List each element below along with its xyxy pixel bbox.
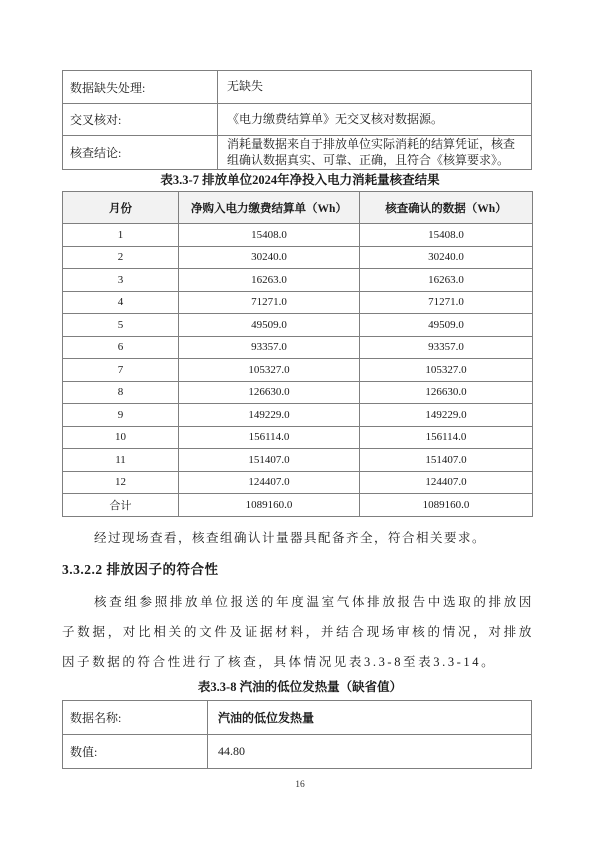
table-cell: 126630.0 [360, 381, 533, 404]
table-cell: 124407.0 [360, 471, 533, 494]
table-cell: 30240.0 [179, 246, 360, 269]
table-cell: 8 [63, 381, 179, 404]
row-label: 数值: [63, 735, 208, 769]
table-cell: 1089160.0 [360, 494, 533, 517]
table-row [63, 269, 533, 292]
row-label: 核查结论: [63, 136, 218, 170]
table-cell: 93357.0 [360, 336, 533, 359]
table-header-row [63, 192, 533, 224]
table-cell: 156114.0 [179, 426, 360, 449]
table-cell: 126630.0 [179, 381, 360, 404]
row-value: 《电力缴费结算单》无交叉核对数据源。 [218, 104, 532, 136]
table-cell: 16263.0 [360, 269, 533, 292]
table-row [63, 104, 532, 136]
power-consumption-table [62, 191, 533, 517]
row-label: 交叉核对: [63, 104, 218, 136]
site-check-paragraph: 经过现场查看，核查组确认计量器具配备齐全，符合相关要求。 [94, 531, 487, 545]
table-cell: 30240.0 [360, 246, 533, 269]
table-row [63, 224, 533, 247]
row-value: 无缺失 [218, 71, 532, 104]
row-label: 数据缺失处理: [63, 71, 218, 104]
table-row [63, 449, 533, 472]
section-heading: 3.3.2.2 排放因子的符合性 [62, 562, 219, 577]
table-cell: 151407.0 [179, 449, 360, 472]
table-cell: 7 [63, 359, 179, 382]
table-cell: 105327.0 [179, 359, 360, 382]
table-row [63, 336, 533, 359]
row-label: 数据名称: [63, 701, 208, 735]
table-cell: 105327.0 [360, 359, 533, 382]
table-cell: 71271.0 [360, 291, 533, 314]
table-cell: 149229.0 [179, 404, 360, 427]
table-row [63, 381, 533, 404]
page-number: 16 [295, 780, 305, 790]
table-row [63, 359, 533, 382]
table-row [63, 404, 533, 427]
column-header-verified: 核查确认的数据（Wh） [360, 192, 533, 224]
table-cell: 49509.0 [179, 314, 360, 337]
table-row [63, 314, 533, 337]
table-cell: 1 [63, 224, 179, 247]
table-cell: 3 [63, 269, 179, 292]
table-3-3-8-caption: 表3.3-8 汽油的低位发热量（缺省值） [197, 680, 403, 694]
row-value: 汽油的低位发热量 [208, 701, 532, 735]
table-3-3-7-caption: 表3.3-7 排放单位2024年净投入电力消耗量核查结果 [160, 173, 440, 187]
table-cell: 149229.0 [360, 404, 533, 427]
table-row [63, 71, 532, 104]
table-cell: 2 [63, 246, 179, 269]
table-cell: 11 [63, 449, 179, 472]
gasoline-heating-value-table [62, 700, 532, 769]
table-cell: 15408.0 [179, 224, 360, 247]
table-cell: 5 [63, 314, 179, 337]
table-cell: 9 [63, 404, 179, 427]
power-table-body [63, 224, 533, 517]
table-cell: 合计 [63, 494, 179, 517]
table-cell: 156114.0 [360, 426, 533, 449]
table-cell: 1089160.0 [179, 494, 360, 517]
table-row [63, 701, 532, 735]
table-row [63, 426, 533, 449]
table-row [63, 494, 533, 517]
emission-factor-paragraph: 核查组参照排放单位报送的年度温室气体排放报告中选取的排放因子数据，对比相关的文件及证据材料，并结合现场审核的情况，对排放因子数据的符合性进行了核查，具体情况见表3.3-8至表3.3-14。 [62, 595, 534, 669]
table-row [63, 291, 533, 314]
table-cell: 93357.0 [179, 336, 360, 359]
row-value: 消耗量数据来自于排放单位实际消耗的结算凭证，核查组确认数据真实、可靠、正确，且符合《核算要求》。 [218, 136, 532, 170]
table-cell: 6 [63, 336, 179, 359]
column-header-billing: 净购入电力缴费结算单（Wh） [179, 192, 360, 224]
table-cell: 15408.0 [360, 224, 533, 247]
table-cell: 16263.0 [179, 269, 360, 292]
table-cell: 10 [63, 426, 179, 449]
table-cell: 151407.0 [360, 449, 533, 472]
table-cell: 12 [63, 471, 179, 494]
table-row [63, 246, 533, 269]
table-cell: 49509.0 [360, 314, 533, 337]
row-value: 44.80 [208, 735, 532, 769]
column-header-month: 月份 [63, 192, 179, 224]
table-row [63, 136, 532, 170]
table-row [63, 471, 533, 494]
table-cell: 124407.0 [179, 471, 360, 494]
verification-summary-table [62, 70, 532, 170]
table-row [63, 735, 532, 769]
table-cell: 4 [63, 291, 179, 314]
table-cell: 71271.0 [179, 291, 360, 314]
